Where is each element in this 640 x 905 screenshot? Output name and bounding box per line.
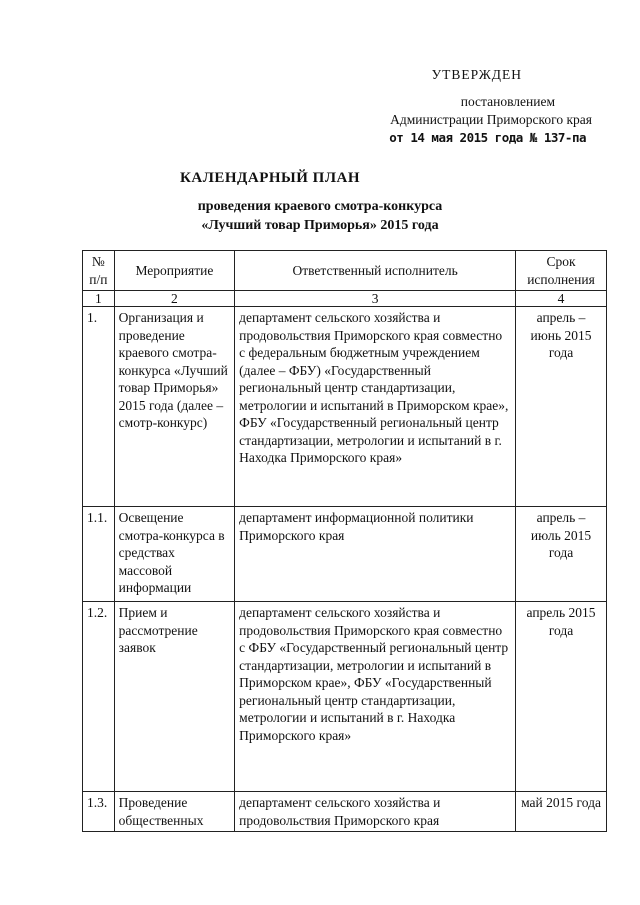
table-row: [83, 792, 607, 832]
header-event: Мероприятие: [114, 251, 235, 291]
column-number: 3: [235, 291, 516, 307]
row-term: апрель 2015 года: [516, 602, 607, 792]
approval-title: УТВЕРЖДЕН: [431, 67, 522, 82]
row-num: 1.: [83, 307, 115, 507]
document-title: КАЛЕНДАРНЫЙ ПЛАН: [180, 170, 361, 186]
document-heading: [0, 170, 640, 235]
column-number: 1: [83, 291, 115, 307]
row-term: апрель – июнь 2015 года: [516, 307, 607, 507]
row-responsible: департамент сельского хозяйства и продовольствия Приморского края: [235, 792, 516, 832]
document-subtitle-1: проведения краевого смотра-конкурса: [197, 199, 443, 214]
approval-line-1: постановлением: [460, 94, 555, 109]
row-event: Организация и проведение краевого смотра-конкурса «Лучший товар Приморья» 2015 года (далее – смотр-конкурс): [114, 307, 235, 507]
approval-stamp: от 14 мая 2015 года № 137-па: [389, 130, 586, 145]
row-event: Проведение общественных: [114, 792, 235, 832]
row-responsible: департамент сельского хозяйства и продовольствия Приморского края совместно с ФБУ «Государственный региональный центр стандартизации, метрологии и испытаний в Приморском крае», ФБУ «Государственный региональный центр стандартизации, метрологии и испытаний в г. Находка Приморского края»: [235, 602, 516, 792]
column-number-row: [83, 291, 607, 307]
row-num: 1.2.: [83, 602, 115, 792]
approval-line-2: Администрации Приморского края: [390, 112, 592, 127]
table-row: [83, 307, 607, 507]
row-term: апрель – июль 2015 года: [516, 507, 607, 602]
row-num: 1.3.: [83, 792, 115, 832]
table-header-row: [83, 251, 607, 291]
row-event: Прием и рассмотрение заявок: [114, 602, 235, 792]
column-number: 2: [114, 291, 235, 307]
calendar-plan-table: [82, 250, 607, 832]
header-responsible: Ответственный исполнитель: [235, 251, 516, 291]
table-row: [83, 507, 607, 602]
row-term: май 2015 года: [516, 792, 607, 832]
header-num: № п/п: [83, 251, 115, 291]
column-number: 4: [516, 291, 607, 307]
table-row: [83, 602, 607, 792]
row-responsible: департамент сельского хозяйства и продовольствия Приморского края совместно с федеральным бюджетным учреждением (далее – ФБУ) «Государственный региональный центр стандартизации, метрологии и испытаний в Приморском крае», ФБУ «Государственный региональный центр стандартизации, метрологии и испытаний в г. Находка Приморского края»: [235, 307, 516, 507]
row-event: Освещение смотра-конкурса в средствах массовой информации: [114, 507, 235, 602]
row-responsible: департамент информационной политики Приморского края: [235, 507, 516, 602]
header-term: Срок исполнения: [516, 251, 607, 291]
row-num: 1.1.: [83, 507, 115, 602]
approval-block: [389, 66, 592, 147]
document-subtitle-2: «Лучший товар Приморья» 2015 года: [201, 218, 439, 233]
